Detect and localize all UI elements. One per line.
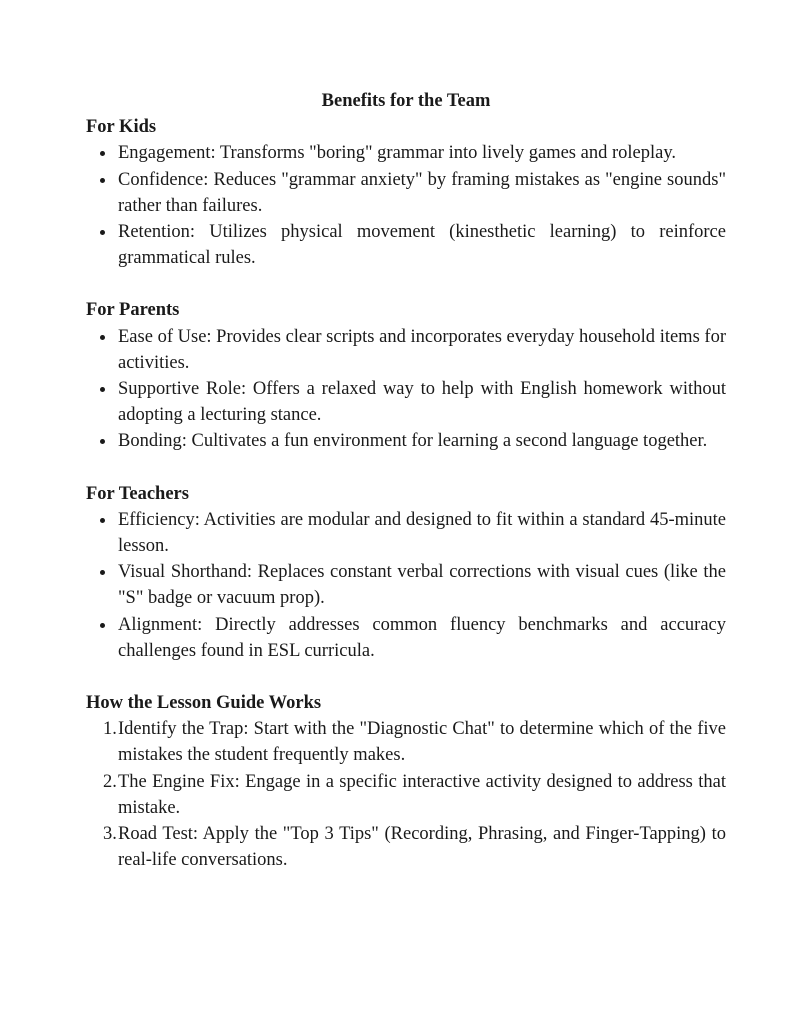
numbered-list <box>86 716 726 873</box>
step-number: 2. <box>103 771 117 792</box>
section-how-it-works <box>86 690 726 873</box>
list-item: Confidence: Reduces "grammar anxiety" by framing mistakes as "engine sounds" rather than failures. <box>118 167 726 219</box>
section-spacer <box>86 455 726 481</box>
list-item <box>103 716 726 768</box>
bullet-list <box>86 140 726 271</box>
bullet-list <box>86 507 726 664</box>
list-item: Ease of Use: Provides clear scripts and incorporates everyday household items for activities. <box>118 324 726 376</box>
step-number: 3. <box>103 824 117 845</box>
section-heading: For Parents <box>86 300 180 321</box>
section-heading: For Kids <box>86 117 157 138</box>
list-item: Supportive Role: Offers a relaxed way to help with English homework without adopting a lecturing stance. <box>118 376 726 428</box>
section-spacer <box>86 271 726 297</box>
list-item: Retention: Utilizes physical movement (kinesthetic learning) to reinforce grammatical rules. <box>118 219 726 271</box>
step-text: Identify the Trap: Start with the "Diagnostic Chat" to determine which of the five mistakes the student frequently makes. <box>118 719 726 766</box>
list-item <box>103 769 726 821</box>
section-heading: How the Lesson Guide Works <box>86 693 322 714</box>
step-text: The Engine Fix: Engage in a specific interactive activity designed to address that mistake. <box>118 771 726 818</box>
section-for-parents <box>86 297 726 454</box>
bullet-list <box>86 324 726 455</box>
section-for-kids <box>86 114 726 271</box>
section-heading: For Teachers <box>86 483 189 504</box>
page-title: Benefits for the Team <box>321 91 491 111</box>
list-item: Alignment: Directly addresses common fluency benchmarks and accuracy challenges found in ESL curricula. <box>118 612 726 664</box>
list-item: Bonding: Cultivates a fun environment for learning a second language together. <box>118 428 726 454</box>
list-item: Engagement: Transforms "boring" grammar into lively games and roleplay. <box>118 140 726 166</box>
step-number: 1. <box>103 719 117 740</box>
section-spacer <box>86 664 726 690</box>
step-text: Road Test: Apply the "Top 3 Tips" (Recording, Phrasing, and Finger-Tapping) to real-life conversations. <box>118 824 726 871</box>
document-page <box>86 88 726 873</box>
list-item: Efficiency: Activities are modular and designed to fit within a standard 45-minute lesson. <box>118 507 726 559</box>
section-for-teachers <box>86 481 726 664</box>
list-item <box>103 821 726 873</box>
list-item: Visual Shorthand: Replaces constant verbal corrections with visual cues (like the "S" badge or vacuum prop). <box>118 559 726 611</box>
